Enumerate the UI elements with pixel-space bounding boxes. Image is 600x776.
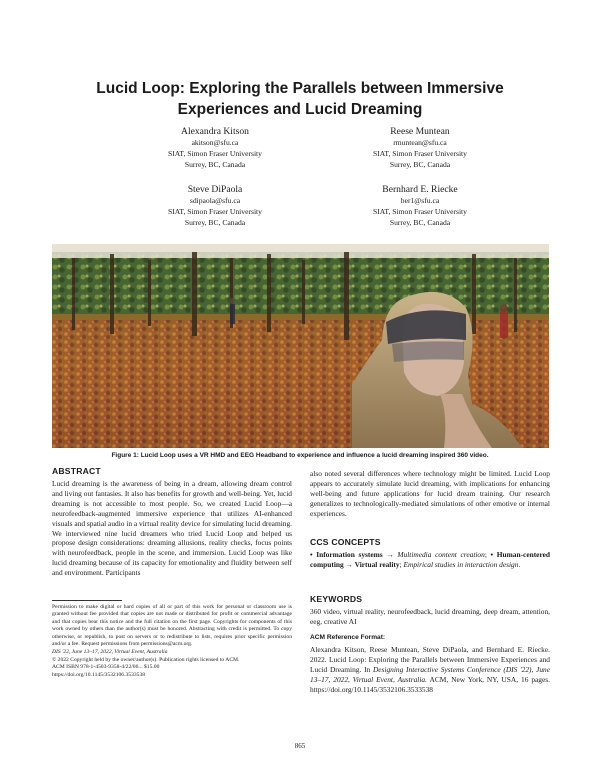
doi-line[interactable]: https://doi.org/10.1145/3532106.3533538 xyxy=(52,671,146,678)
ccs-separator: ; xyxy=(399,559,404,569)
teaser-figure xyxy=(52,244,549,448)
author-name: Alexandra Kitson xyxy=(181,126,249,137)
figure-caption: Figure 1: Lucid Loop uses a VR HMD and EEG Headband to experience and influence a lucid dreaming inspired 360 video. xyxy=(111,452,489,459)
ccs-item-2-concept: Empirical studies in interaction design xyxy=(403,559,519,569)
isbn-line: ACM ISBN 978-1-4503-9358-4/22/06... $15.00 xyxy=(52,664,160,671)
author-name: Reese Muntean xyxy=(390,126,450,137)
author-name: Bernhard E. Riecke xyxy=(382,184,458,195)
paper-title: Lucid Loop: Exploring the Parallels between Immersive Experiences and Lucid Dreaming xyxy=(96,80,504,118)
reference-venue: Designing Interactive Systems Conference (DIS '22), June 13–17, 2022, Virtual Event, Australia. xyxy=(310,664,550,684)
author-email[interactable]: ber1@sfu.ca xyxy=(400,196,440,205)
abstract-text-left: Lucid dreaming is the awareness of being in a dream, allowing dream control and living out fantasies. It also has benefits for growth and well-being. Yet, lucid dreaming is not accessible to most people. So, we created Lucid Loop—a neurofeedback-augmented immersive experience that utilizes AI-enhanced visuals and spatial audio in a virtual reality device for simulating lucid dreaming. We interviewed nine lucid dreamers who tried Lucid Loop and helped us propose design considerations: dreaming allusions, reality checks, focus points with neurofeedback, people in the scene, and immersion. Lucid Loop was like lucid dreaming because of its capacity for emotionality and fluidity between self and environment. Participants xyxy=(52,479,292,578)
author-location: Surrey, BC, Canada xyxy=(389,217,451,227)
ccs-end: . xyxy=(518,559,521,569)
author-affiliation: SIAT, Simon Fraser University xyxy=(168,148,262,158)
author-email[interactable]: sdipaola@sfu.ca xyxy=(189,196,241,205)
ccs-item-2-category: • Human-centered computing → Virtual reality xyxy=(310,550,550,569)
permission-statement: Permission to make digital or hard copies of all or part of this work for personal or classroom use is granted without fee provided that copies are not made or distributed for profit or commercial advantage and that copies bear this notice and the full citation on the first page. Copyrights for components of this work owned by others than the author(s) must be honored. Abstracting with credit is permitted. To copy otherwise, or republish, to post on servers or to redistribute to lists, requires prior specific permission and/or a fee. Request permissions from permissions@acm.org. xyxy=(52,604,292,648)
author-block xyxy=(320,184,520,228)
author-name: Steve DiPaola xyxy=(187,184,243,195)
venue-line: DIS '22, June 13–17, 2022, Virtual Event, Australia xyxy=(52,649,168,656)
abstract-heading: ABSTRACT xyxy=(52,466,101,476)
author-location: Surrey, BC, Canada xyxy=(184,217,246,227)
reference-format-text xyxy=(310,645,550,695)
author-affiliation: SIAT, Simon Fraser University xyxy=(373,148,467,158)
author-affiliation: SIAT, Simon Fraser University xyxy=(373,206,467,216)
author-email[interactable]: rmuntean@sfu.ca xyxy=(393,138,447,147)
teaser-figure-image xyxy=(52,244,549,448)
abstract-text-right: also noted several differences where technology might be limited. Lucid Loop appears to accurately simulate lucid dreaming, with implications for enhancing well-being and future applications for lucid dream training. Our research generalizes to technologically-mediated simulations of other emotive or internal experiences. xyxy=(310,469,550,518)
reference-publisher-doi: ACM, New York, NY, USA, 16 pages. https://doi.org/10.1145/3532106.3533538 xyxy=(310,674,550,694)
keywords-heading: KEYWORDS xyxy=(310,594,363,604)
ccs-separator: ; xyxy=(484,550,491,559)
ccs-text xyxy=(310,550,550,570)
keywords-text: 360 video, virtual reality, neurofeedback, lucid dreaming, deep dream, attention, eeg, creative AI xyxy=(310,607,550,626)
author-block xyxy=(320,126,520,170)
author-location: Surrey, BC, Canada xyxy=(389,159,451,169)
author-email[interactable]: akitson@sfu.ca xyxy=(191,138,239,147)
ccs-item-1-concept: Multimedia content creation xyxy=(397,550,485,559)
copyright-line: © 2022 Copyright held by the owner/author(s). Publication rights licensed to ACM. xyxy=(52,656,240,663)
footnote-rule xyxy=(52,600,122,601)
reference-format-heading: ACM Reference Format: xyxy=(310,634,386,641)
author-location: Surrey, BC, Canada xyxy=(184,159,246,169)
permission-text xyxy=(52,604,292,679)
author-block xyxy=(115,126,315,170)
reference-authors-title: Alexandra Kitson, Reese Muntean, Steve DiPaola, and Bernhard E. Riecke. 2022. Lucid Loop: Exploring the Parallels between Immersive Experiences and Lucid Dreaming. In xyxy=(310,645,550,674)
author-block xyxy=(115,184,315,228)
author-affiliation: SIAT, Simon Fraser University xyxy=(168,206,262,216)
ccs-item-1-category: • Information systems → xyxy=(310,550,398,559)
page-number: 865 xyxy=(294,742,306,750)
ccs-heading: CCS CONCEPTS xyxy=(310,537,381,547)
